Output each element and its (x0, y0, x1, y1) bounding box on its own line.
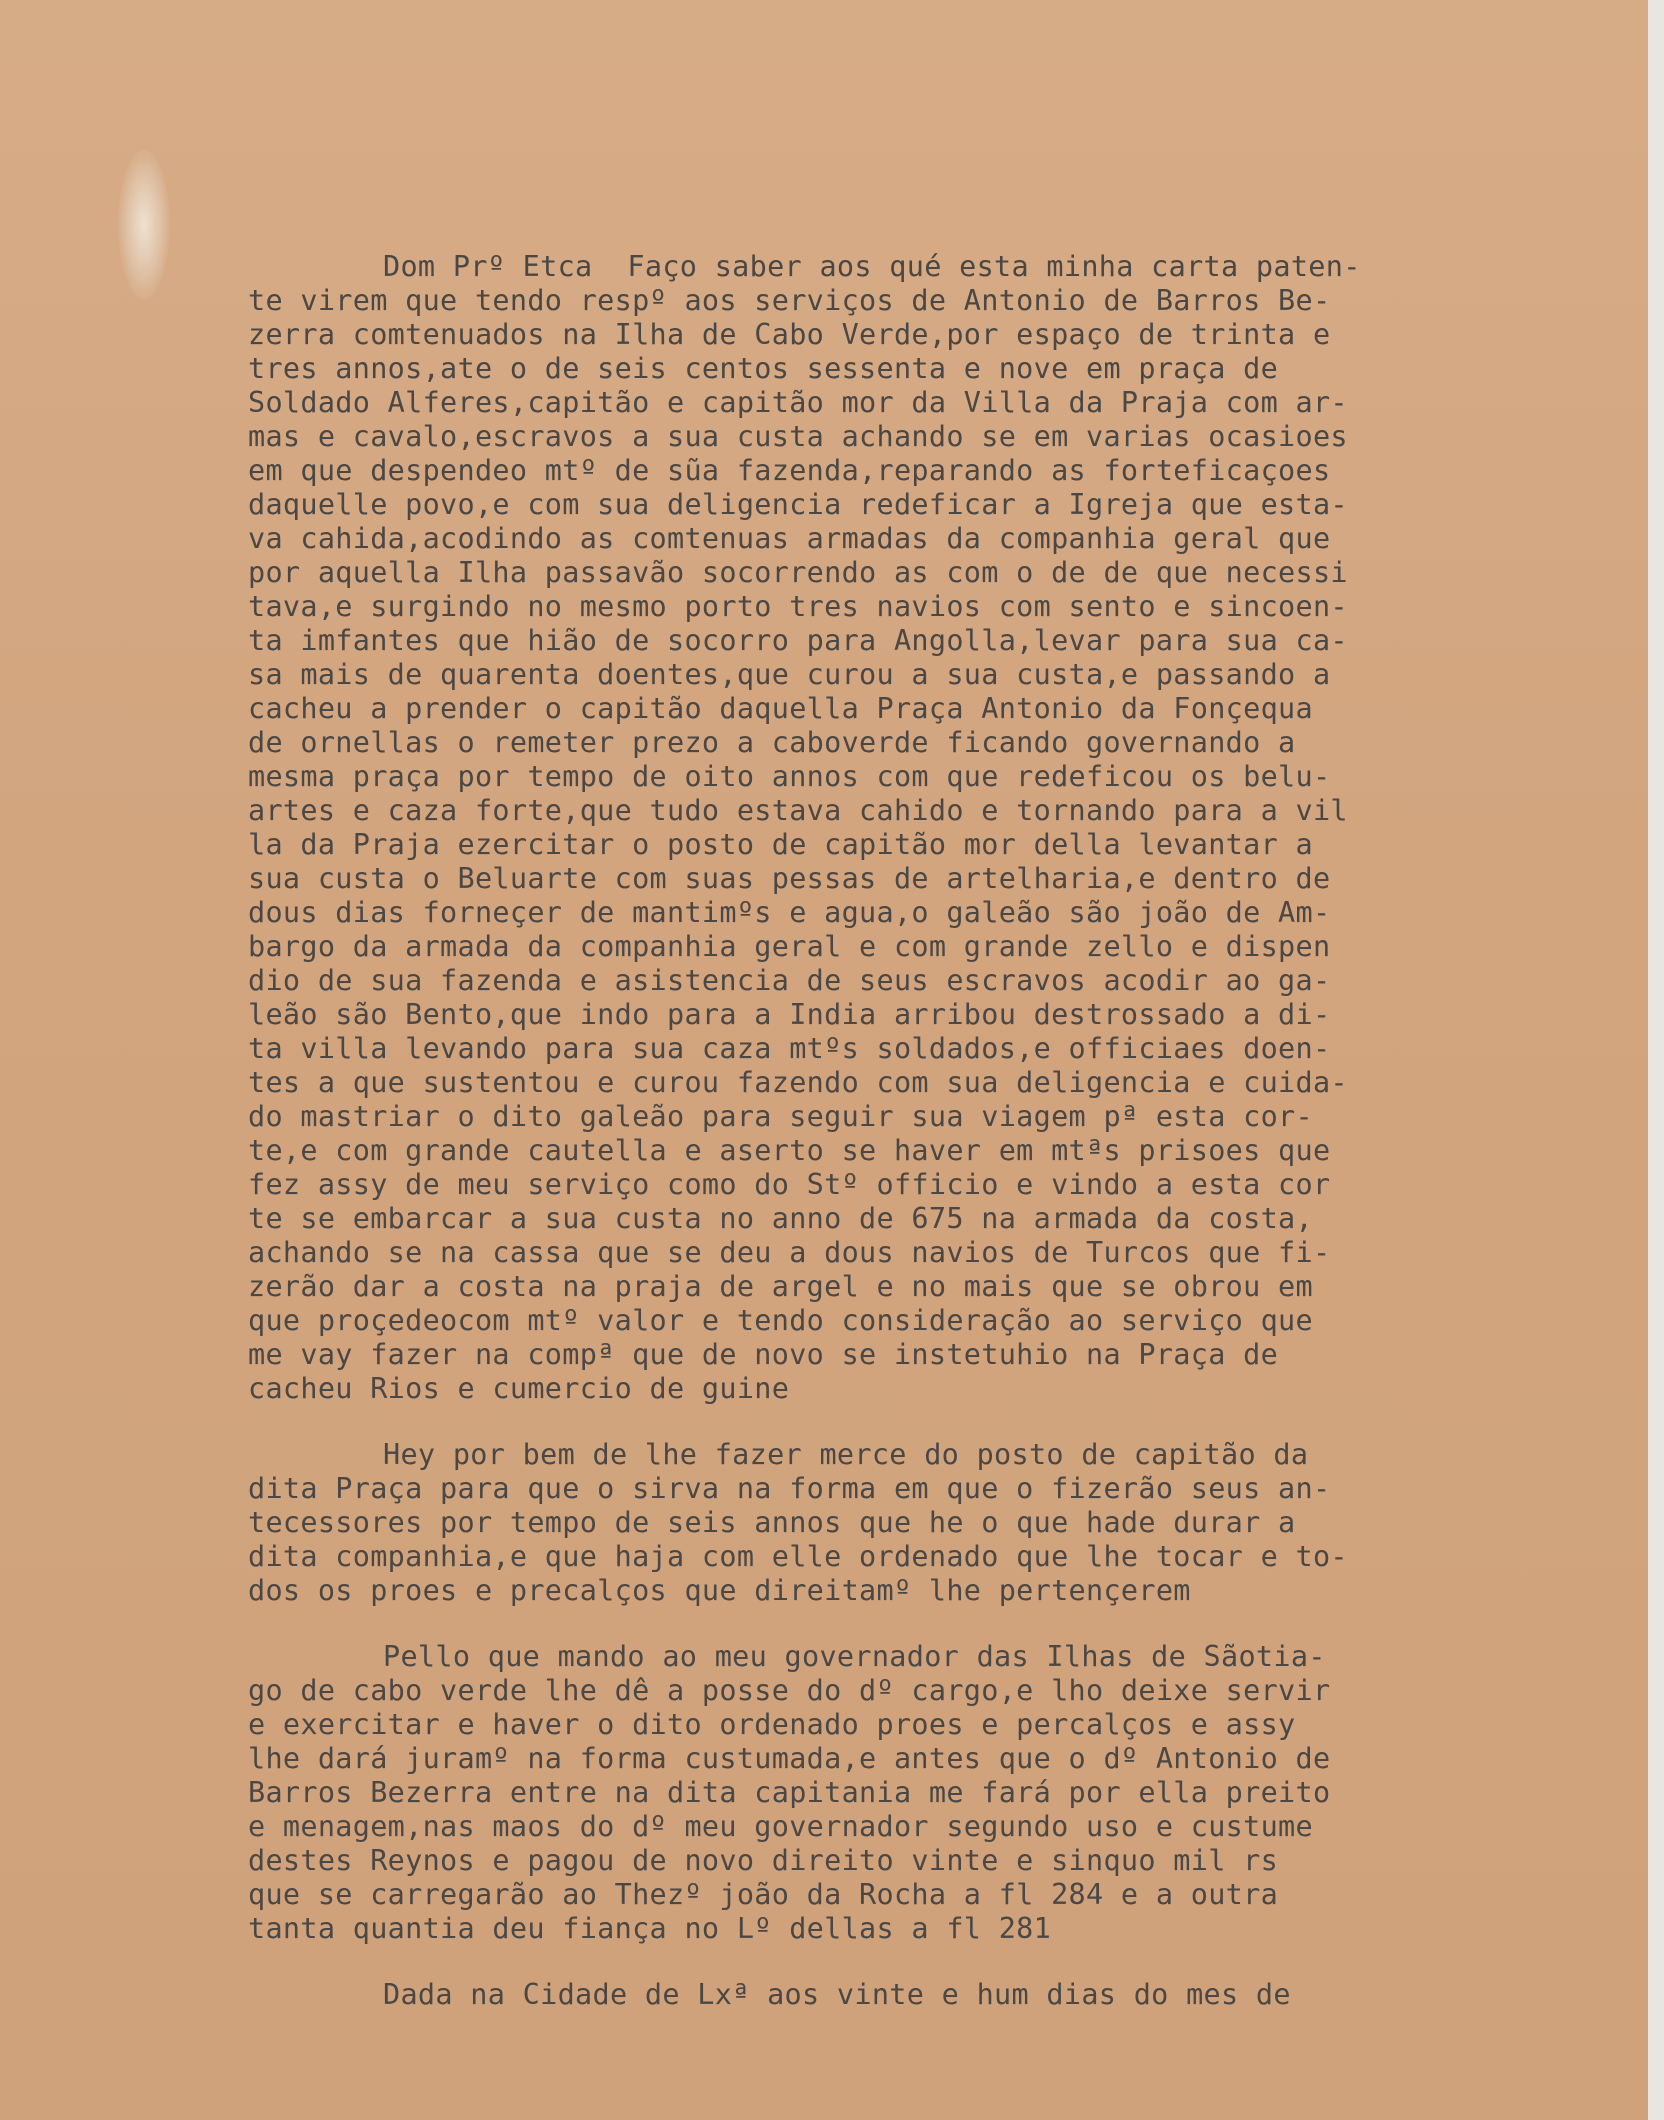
text-line: te,e com grande cautella e aserto se haver em mtªs prisoes que (248, 1134, 1331, 1167)
text-line: mesma praça por tempo de oito annos com que redeficou os belu- (248, 760, 1331, 793)
text-line: leão são Bento,que indo para a India arribou destrossado a di- (248, 998, 1331, 1031)
text-line: em que despendeo mtº de sũa fazenda,reparando as forteficaçoes (248, 454, 1331, 487)
text-line: lhe dará juramº na forma custumada,e antes que o dº Antonio de (248, 1742, 1331, 1775)
text-line: Dada na Cidade de Lxª aos vinte e hum dias do mes de (383, 1978, 1291, 2011)
text-line: dita companhia,e que haja com elle ordenado que lhe tocar e to- (248, 1540, 1348, 1573)
text-line: dous dias forneçer de mantimºs e agua,o galeão são joão de Am- (248, 896, 1331, 929)
text-line: do mastriar o dito galeão para seguir sua viagem pª esta cor- (248, 1100, 1313, 1133)
text-line: Pello que mando ao meu governador das Ilhas de Sãotia- (383, 1640, 1326, 1673)
text-line: ta imfantes que hião de socorro para Angolla,levar para sua ca- (248, 624, 1348, 657)
text-line: zerão dar a costa na praja de argel e no mais que se obrou em (248, 1270, 1313, 1303)
text-line: tres annos,ate o de seis centos sessenta e nove em praça de (248, 352, 1279, 385)
text-line: cacheu Rios e cumercio de guine (248, 1372, 790, 1405)
text-line: go de cabo verde lhe dê a posse do dº cargo,e lho deixe servir (248, 1674, 1331, 1707)
paragraph (248, 1438, 1518, 1608)
text-line: tanta quantia deu fiança no Lº dellas a fl 281 (248, 1912, 1052, 1945)
paragraph (248, 1978, 1518, 2012)
text-line: achando se na cassa que se deu a dous navios de Turcos que fi- (248, 1236, 1331, 1269)
text-line: Hey por bem de lhe fazer merce do posto de capitão da (383, 1438, 1309, 1471)
text-line: sua custa o Beluarte com suas pessas de artelharia,e dentro de (248, 862, 1331, 895)
text-line: daquelle povo,e com sua deligencia redeficar a Igreja que esta- (248, 488, 1348, 521)
paragraph (248, 1640, 1518, 1946)
text-line: fez assy de meu serviço como do Stº officio e vindo a esta cor (248, 1168, 1331, 1201)
text-line: destes Reynos e pagou de novo direito vinte e sinquo mil rs (248, 1844, 1279, 1877)
text-line: te se embarcar a sua custa no anno de 675 na armada da costa, (248, 1202, 1313, 1235)
paragraph-gap (248, 1946, 1518, 1978)
paragraph (248, 250, 1518, 1406)
scan-background-edge (1648, 0, 1664, 2120)
text-line: va cahida,acodindo as comtenuas armadas da companhia geral que (248, 522, 1331, 555)
text-line: e exercitar e haver o dito ordenado proes e percalços e assy (248, 1708, 1296, 1741)
text-line: ta villa levando para sua caza mtºs soldados,e officiaes doen- (248, 1032, 1331, 1065)
paragraph-gap (248, 1608, 1518, 1640)
paper-stain (118, 150, 170, 300)
paragraph-gap (248, 1406, 1518, 1438)
text-line: mas e cavalo,escravos a sua custa achando se em varias ocasioes (248, 420, 1348, 453)
text-line: sa mais de quarenta doentes,que curou a sua custa,e passando a (248, 658, 1331, 691)
typed-letter (248, 250, 1518, 2012)
text-line: cacheu a prender o capitão daquella Praça Antonio da Fonçequa (248, 692, 1313, 725)
text-line: e menagem,nas maos do dº meu governador segundo uso e custume (248, 1810, 1313, 1843)
text-line: la da Praja ezercitar o posto de capitão mor della levantar a (248, 828, 1313, 861)
text-line: dio de sua fazenda e asistencia de seus escravos acodir ao ga- (248, 964, 1331, 997)
text-line: bargo da armada da companhia geral e com grande zello e dispen (248, 930, 1331, 963)
text-line: Barros Bezerra entre na dita capitania me fará por ella preito (248, 1776, 1331, 1809)
text-line: tes a que sustentou e curou fazendo com sua deligencia e cuida- (248, 1066, 1348, 1099)
text-line: Dom Prº Etca Faço saber aos qué esta minha carta paten- (383, 250, 1361, 283)
text-line: que se carregarão ao Thezº joão da Rocha a fl 284 e a outra (248, 1878, 1279, 1911)
text-line: dita Praça para que o sirva na forma em que o fizerão seus an- (248, 1472, 1331, 1505)
text-line: Soldado Alferes,capitão e capitão mor da Villa da Praja com ar- (248, 386, 1348, 419)
text-line: tecessores por tempo de seis annos que he o que hade durar a (248, 1506, 1296, 1539)
text-line: me vay fazer na compª que de novo se instetuhio na Praça de (248, 1338, 1279, 1371)
text-line: tava,e surgindo no mesmo porto tres navios com sento e sincoen- (248, 590, 1348, 623)
text-line: dos os proes e precalços que direitamº lhe pertençerem (248, 1574, 1191, 1607)
text-line: te virem que tendo respº aos serviços de Antonio de Barros Be- (248, 284, 1331, 317)
text-line: que proçedeocom mtº valor e tendo consideração ao serviço que (248, 1304, 1313, 1337)
text-line: por aquella Ilha passavão socorrendo as com o de de que necessi (248, 556, 1348, 589)
text-line: de ornellas o remeter prezo a caboverde ficando governando a (248, 726, 1296, 759)
text-line: artes e caza forte,que tudo estava cahido e tornando para a vil (248, 794, 1348, 827)
text-line: zerra comtenuados na Ilha de Cabo Verde,por espaço de trinta e (248, 318, 1331, 351)
